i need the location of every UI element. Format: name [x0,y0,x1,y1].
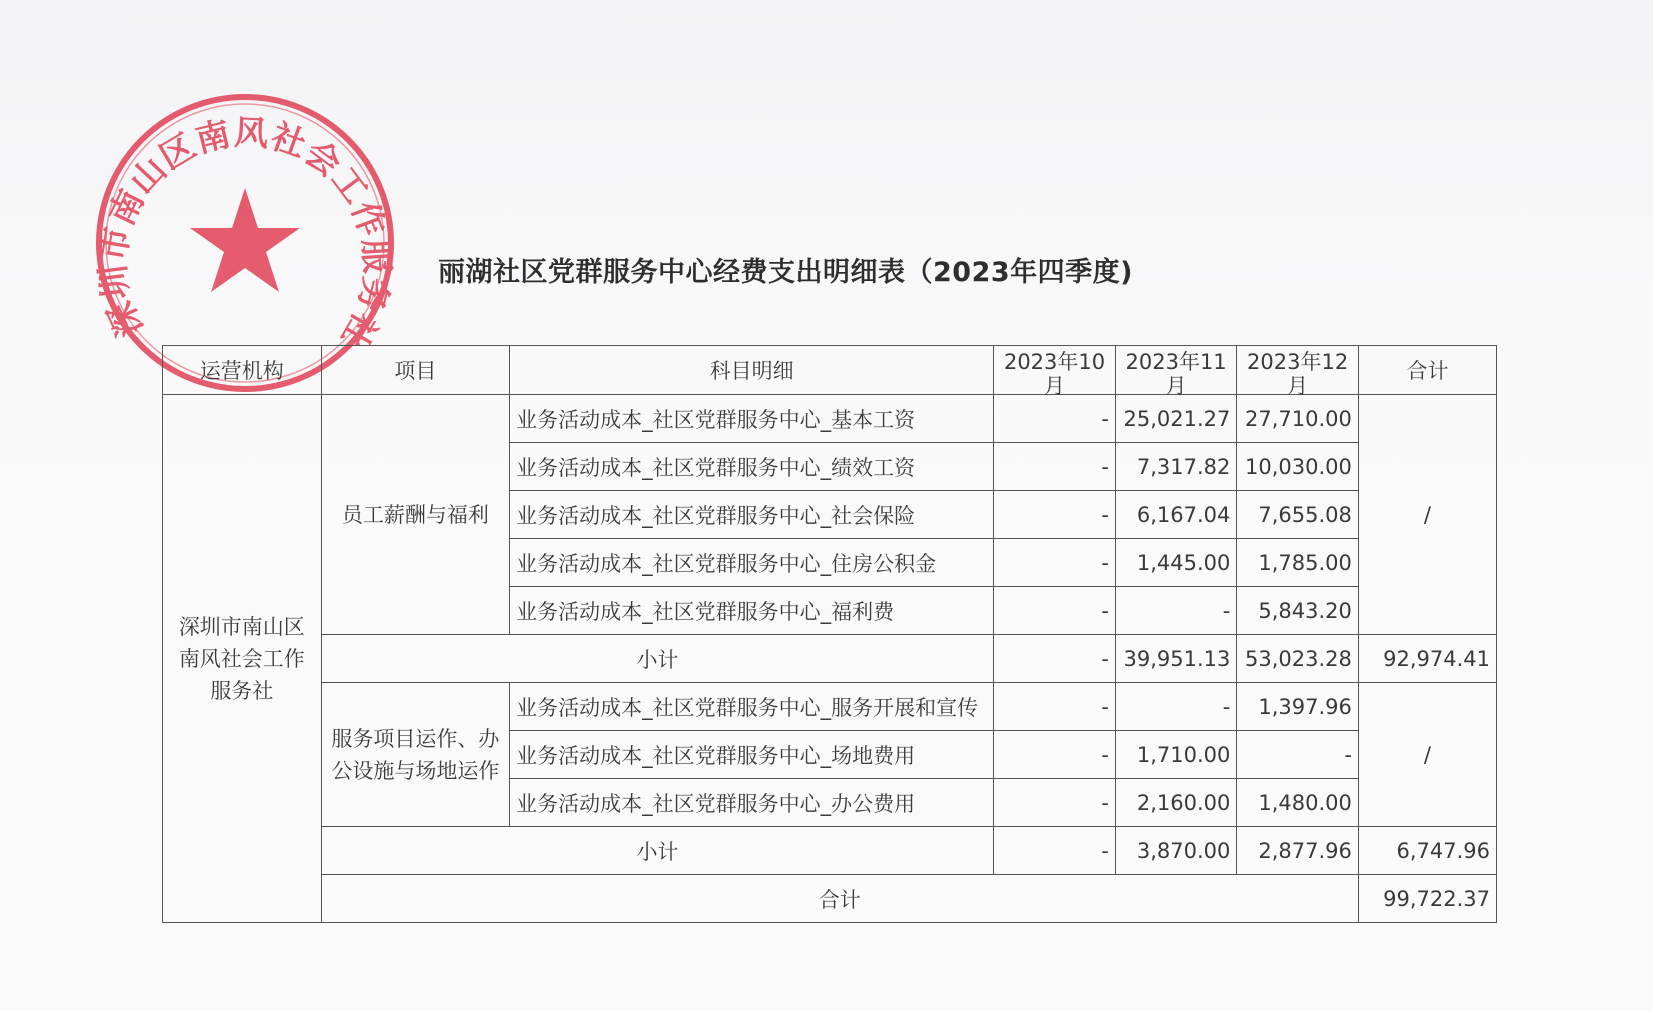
value-m10: - [994,491,1116,539]
value-m11: 25,021.27 [1115,395,1237,443]
group-total-mark: / [1358,683,1496,827]
header-detail: 科目明细 [510,346,994,395]
value-m11: - [1115,587,1237,635]
value-m11: 2,160.00 [1115,779,1237,827]
subtotal-m10: - [994,827,1116,875]
value-m12: 7,655.08 [1237,491,1359,539]
header-item: 项目 [321,346,510,395]
detail-cell: 业务活动成本_社区党群服务中心_福利费 [510,587,994,635]
value-m10: - [994,683,1116,731]
subtotal-row [163,635,1497,683]
subtotal-m12: 53,023.28 [1237,635,1359,683]
subtotal-total: 6,747.96 [1358,827,1496,875]
seal-text: 深圳市南山区南风社会工作服务社 [93,112,397,356]
table-header-row [163,346,1497,395]
value-m11: 1,445.00 [1115,539,1237,587]
group-name-operations: 服务项目运作、办公设施与场地运作 [321,683,510,827]
document-title: 丽湖社区党群服务中心经费支出明细表（2023年四季度) [438,257,1133,288]
value-m10: - [994,779,1116,827]
detail-cell: 业务活动成本_社区党群服务中心_社会保险 [510,491,994,539]
grand-total-value: 99,722.37 [1358,875,1496,923]
header-total: 合计 [1358,346,1496,395]
value-m10: - [994,731,1116,779]
subtotal-m12: 2,877.96 [1237,827,1359,875]
header-month-11: 2023年11月 [1115,346,1237,395]
detail-cell: 业务活动成本_社区党群服务中心_场地费用 [510,731,994,779]
value-m11: - [1115,683,1237,731]
group-name-salary: 员工薪酬与福利 [321,395,510,635]
value-m10: - [994,587,1116,635]
value-m12: - [1237,731,1359,779]
value-m12: 5,843.20 [1237,587,1359,635]
value-m12: 1,480.00 [1237,779,1359,827]
subtotal-total: 92,974.41 [1358,635,1496,683]
value-m12: 10,030.00 [1237,443,1359,491]
value-m10: - [994,443,1116,491]
subtotal-m11: 3,870.00 [1115,827,1237,875]
subtotal-label: 小计 [321,827,994,875]
value-m11: 1,710.00 [1115,731,1237,779]
value-m10: - [994,395,1116,443]
detail-cell: 业务活动成本_社区党群服务中心_住房公积金 [510,539,994,587]
detail-cell: 业务活动成本_社区党群服务中心_基本工资 [510,395,994,443]
value-m11: 6,167.04 [1115,491,1237,539]
value-m12: 1,397.96 [1237,683,1359,731]
detail-cell: 业务活动成本_社区党群服务中心_绩效工资 [510,443,994,491]
value-m10: - [994,539,1116,587]
subtotal-row [163,827,1497,875]
detail-cell: 业务活动成本_社区党群服务中心_服务开展和宣传 [510,683,994,731]
expense-table [162,345,1497,923]
value-m12: 1,785.00 [1237,539,1359,587]
subtotal-m11: 39,951.13 [1115,635,1237,683]
table-row [163,683,1497,731]
table-row [163,395,1497,443]
org-cell: 深圳市南山区南风社会工作服务社 [163,395,322,923]
header-org: 运营机构 [163,346,322,395]
grand-total-label: 合计 [321,875,1358,923]
subtotal-label: 小计 [321,635,994,683]
value-m11: 7,317.82 [1115,443,1237,491]
grand-total-row [163,875,1497,923]
subtotal-m10: - [994,635,1116,683]
detail-cell: 业务活动成本_社区党群服务中心_办公费用 [510,779,994,827]
value-m12: 27,710.00 [1237,395,1359,443]
header-month-12: 2023年12月 [1237,346,1359,395]
header-month-10: 2023年10月 [994,346,1116,395]
group-total-mark: / [1358,395,1496,635]
